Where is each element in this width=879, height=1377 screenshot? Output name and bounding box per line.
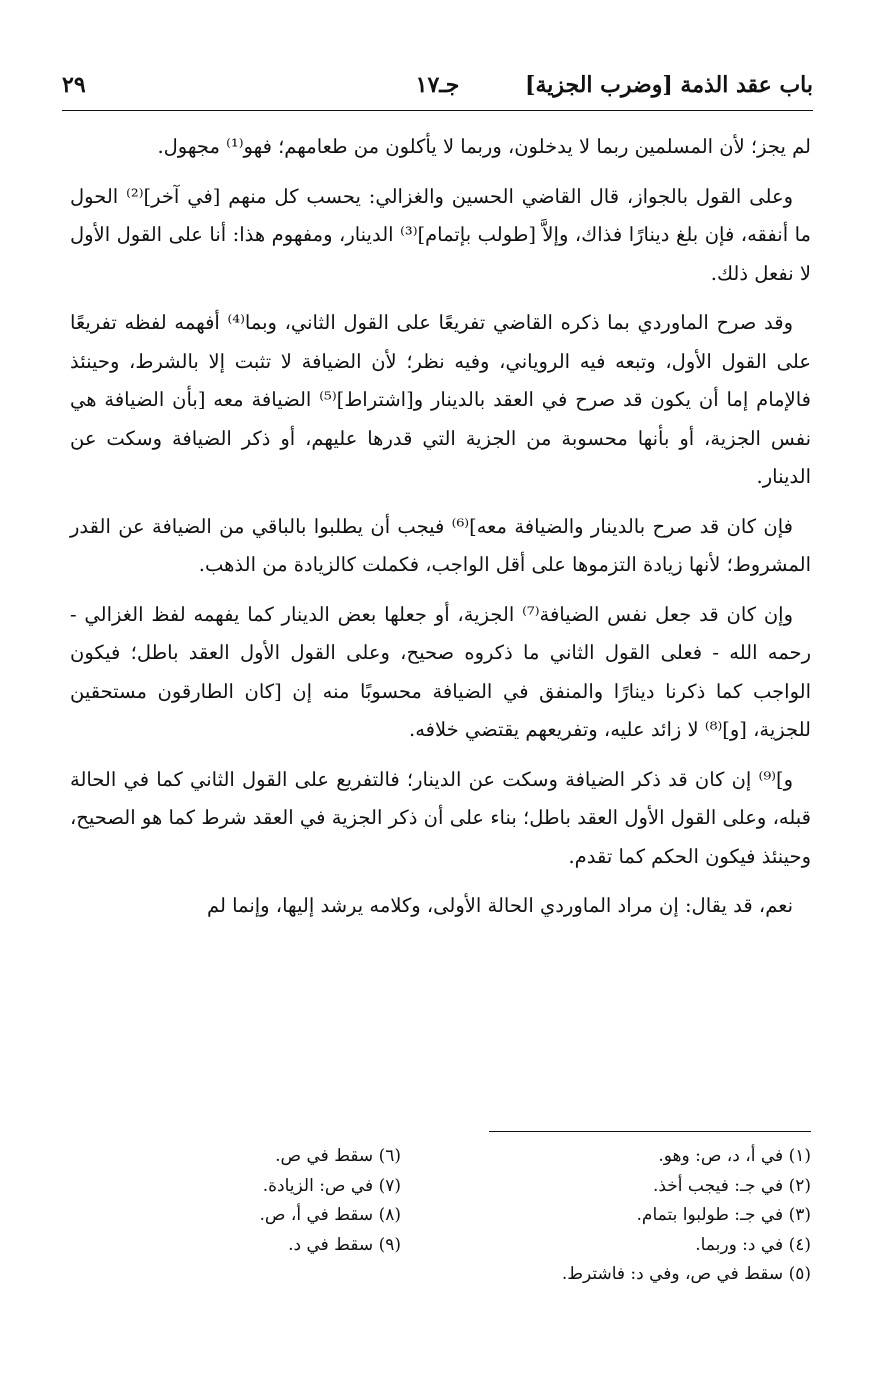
paragraph: و]⁽⁹⁾ إن كان قد ذكر الضيافة وسكت عن الدينار؛ فالتفريع على القول الثاني كما في الحالة قبله، وعلى القول الأول العقد باطل؛ بناء على أن ذكر الجزية في العقد شرط كما هو الصحيح، وحينئذ فيكون الحكم كما تقدم. xyxy=(70,767,811,868)
paragraph: نعم، قد يقال: إن مراد الماوردي الحالة الأولى، وكلامه يرشد إليها، وإنما لم xyxy=(207,894,793,917)
paragraph: وإن كان قد جعل نفس الضيافة⁽⁷⁾ الجزية، أو جعلها بعض الدينار كما يفهمه لفظ الغزالي - رحمه الله - فعلى القول الثاني ما ذكروه صحيح، وعلى القول الأول العقد باطل؛ فيكون الواجب كما ذكرنا دينارًا والمنفق في الضيافة محسوبًا منه إن [كان الطارقون مستحقين للجزية، [و]⁽⁸⁾ لا زائد عليه، وتفريعهم يقتضي خلافه. xyxy=(70,602,811,741)
header-divider xyxy=(62,110,813,111)
footnote: (١) في أ، د، ص: وهو. xyxy=(658,1146,811,1166)
footnote: (٢) في جـ: فيجب أخذ. xyxy=(652,1175,811,1196)
volume-label: جـ١٧ xyxy=(415,72,460,98)
footnote-divider xyxy=(489,1131,811,1132)
chapter-title: باب عقد الذمة [وضرب الجزية] xyxy=(525,72,813,98)
page-number: ٢٩ xyxy=(62,72,86,98)
footnote: (٦) سقط في ص. xyxy=(275,1146,401,1166)
paragraph: فإن كان قد صرح بالدينار والضيافة معه]⁽⁶⁾ فيجب أن يطلبوا بالباقي من الضيافة عن القدر المشروط؛ لأنها زيادة التزموها على أقل الواجب، فكملت كالزيادة من الذهب. xyxy=(70,514,811,576)
paragraph: وقد صرح الماوردي بما ذكره القاضي تفريعًا على القول الثاني، وبما⁽⁴⁾ أفهمه لفظه تفريعًا على القول الأول، وتبعه فيه الروياني، وفيه نظر؛ لأن الضيافة لا تثبت إلا بالشرط، وحينئذ فالإمام إما أن يكون قد صرح في العقد بالدينار و[اشتراط]⁽⁵⁾ الضيافة معه [بأن الضيافة هي نفس الجزية، أو بأنها محسوبة من الجزية التي قدرها عليهم، أو ذكر الضيافة وسكت عن الدينار. xyxy=(70,311,812,488)
footnote-column-right xyxy=(451,1142,811,1290)
footnote-column-left xyxy=(41,1142,401,1260)
footnote: (٨) سقط في أ، ص. xyxy=(259,1205,401,1225)
footnote: (٧) في ص: الزيادة. xyxy=(262,1175,401,1196)
footnote: (٩) سقط في د. xyxy=(288,1234,401,1255)
footnote: (٥) سقط في ص، وفي د: فاشترط. xyxy=(561,1264,811,1284)
footnote: (٤) في د: وربما. xyxy=(695,1234,811,1255)
footnote: (٣) في جـ: طولبوا بتمام. xyxy=(636,1205,811,1225)
page-header xyxy=(62,66,813,106)
paragraph: لم يجز؛ لأن المسلمين ربما لا يدخلون، وربما لا يأكلون من طعامهم؛ فهو⁽¹⁾ مجهول. xyxy=(157,135,811,158)
paragraph: وعلى القول بالجواز، قال القاضي الحسين والغزالي: يحسب كل منهم [في آخر]⁽²⁾ الحول ما أنفقه، فإن بلغ دينارًا فذاك، وإلاَّ [طولب بإتمام]⁽³⁾ الدينار، ومفهوم هذا: أنا على القول الأول لا نفعل ذلك. xyxy=(70,184,811,285)
main-text xyxy=(70,128,811,937)
